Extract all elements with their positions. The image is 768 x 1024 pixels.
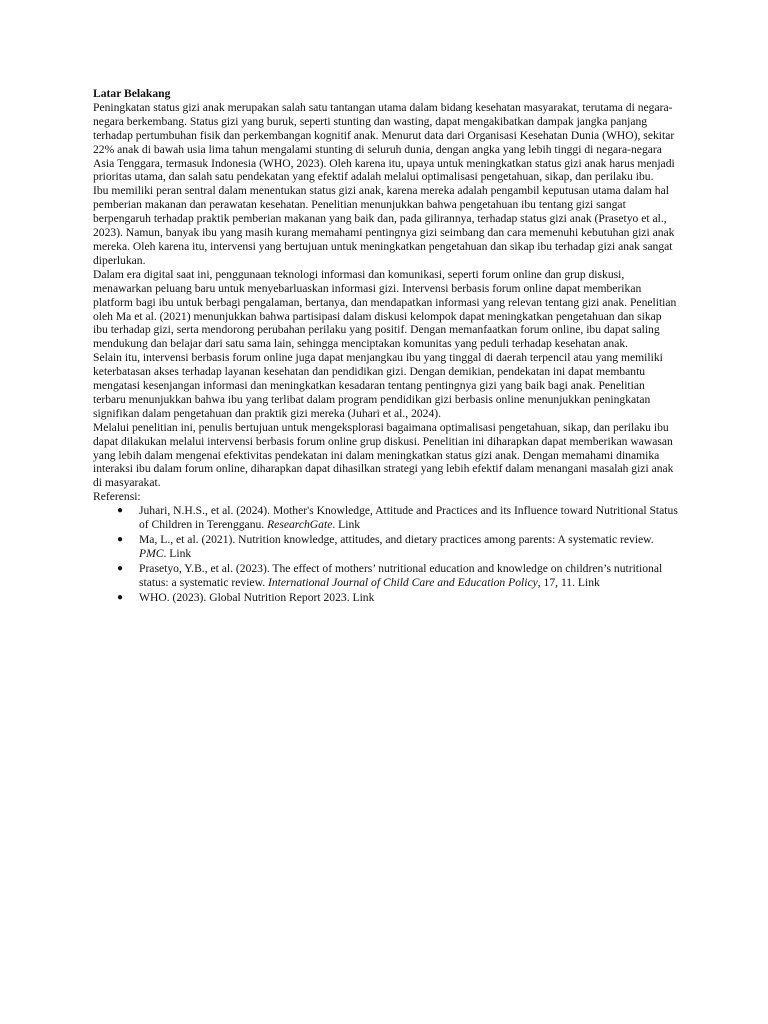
bullet-icon: ● bbox=[117, 591, 124, 603]
reference-item-1 bbox=[93, 504, 678, 532]
bullet-icon: ● bbox=[117, 505, 124, 517]
reference-text: Juhari, N.H.S., et al. (2024). Mother's Knowledge, Attitude and Practices and its Influence toward Nutritional Status of Children in Terengganu. bbox=[139, 504, 678, 532]
paragraph-3: Dalam era digital saat ini, penggunaan teknologi informasi dan komunikasi, seperti forum online dan grup diskusi, menawarkan peluang baru untuk menyebarluaskan informasi gizi. Intervensi berbasis forum online dapat memberikan platform bagi ibu untuk berbagi pengalaman, bertanya, dan mendapatkan informasi yang relevan tentang gizi anak. Penelitian oleh Ma et al. (2021) menunjukkan bahwa partisipasi dalam diskusi kelompok dapat meningkatkan pengetahuan dan sikap ibu terhadap gizi, serta mendorong perubahan perilaku yang positif. Dengan memanfaatkan forum online, ibu dapat saling mendukung dan belajar dari satu sama lain, sehingga menciptakan komunitas yang peduli terhadap kesehatan anak. bbox=[93, 267, 677, 351]
paragraph-1: Peningkatan status gizi anak merupakan salah satu tantangan utama dalam bidang kesehatan masyarakat, terutama di negara-negara berkembang. Status gizi yang buruk, seperti stunting dan wasting, dapat mengakibatkan dampak jangka panjang terhadap pertumbuhan fisik dan perkembangan kognitif anak. Menurut data dari Organisasi Kesehatan Dunia (WHO), sekitar 22% anak di bawah usia lima tahun mengalami stunting di seluruh dunia, dengan angka yang lebih tinggi di negara-negara Asia Tenggara, termasuk Indonesia (WHO, 2023). Oleh karena itu, upaya untuk meningkatkan status gizi anak harus menjadi prioritas utama, dan salah satu pendekatan yang efektif adalah melalui optimalisasi pengetahuan, sikap, dan perilaku ibu. bbox=[93, 100, 675, 184]
bullet-icon: ● bbox=[117, 562, 124, 574]
reference-suffix: . Link bbox=[332, 518, 361, 532]
reference-text: Prasetyo, Y.B., et al. (2023). The effect of mothers’ nutritional education and knowledge on children’s nutritional status: a systematic review. bbox=[139, 561, 663, 589]
paragraph-2: Ibu memiliki peran sentral dalam menentukan status gizi anak, karena mereka adalah pengambil keputusan utama dalam hal pemberian makanan dan perawatan kesehatan. Penelitian menunjukkan bahwa pengetahuan ibu tentang gizi sangat berpengaruh terhadap praktik pemberian makanan yang baik dan, pada gilirannya, terhadap status gizi anak (Prasetyo et al., 2023). Namun, banyak ibu yang masih kurang memahami pentingnya gizi seimbang dan cara memenuhi kebutuhan gizi anak mereka. Oleh karena itu, intervensi yang bertujuan untuk meningkatkan pengetahuan dan sikap ibu terhadap gizi anak sangat diperlukan. bbox=[93, 184, 675, 267]
reference-source: PMC bbox=[139, 546, 164, 560]
document-page bbox=[93, 87, 678, 606]
reference-item-4 bbox=[93, 591, 678, 605]
paragraph-5: Melalui penelitian ini, penulis bertujuan untuk mengeksplorasi bagaimana optimalisasi pengetahuan, sikap, dan perilaku ibu dapat dilakukan melalui intervensi berbasis forum online grup diskusi. Penelitian ini diharapkan dapat memberikan wawasan yang lebih dalam mengenai efektivitas pendekatan ini dalam meningkatkan status gizi anak. Dengan memahami dinamika interaksi ibu dalam forum online, diharapkan dapat dihasilkan strategi yang lebih efektif dalam menangani masalah gizi anak di masyarakat. bbox=[93, 420, 674, 490]
reference-item-2 bbox=[93, 533, 678, 561]
references-label: Referensi: bbox=[93, 490, 141, 504]
references-list bbox=[93, 504, 678, 604]
reference-item-3 bbox=[93, 562, 678, 590]
section-heading: Latar Belakang bbox=[93, 87, 171, 100]
reference-source: ResearchGate bbox=[267, 518, 333, 532]
paragraph-4: Selain itu, intervensi berbasis forum online juga dapat menjangkau ibu yang tinggal di daerah terpencil atau yang memiliki keterbatasan akses terhadap layanan kesehatan dan pendidikan gizi. Dengan demikian, pendekatan ini dapat membantu mengatasi kesenjangan informasi dan meningkatkan kesadaran tentang pentingnya gizi yang baik bagi anak. Penelitian terbaru menunjukkan bahwa ibu yang terlibat dalam program pendidikan gizi berbasis online menunjukkan peningkatan signifikan dalam pengetahuan dan praktik gizi mereka (Juhari et al., 2024). bbox=[93, 351, 663, 420]
reference-text: Ma, L., et al. (2021). Nutrition knowledge, attitudes, and dietary practices among parents: A systematic review. bbox=[139, 533, 654, 546]
reference-suffix: . Link bbox=[163, 546, 192, 560]
reference-suffix: , 17, 11. Link bbox=[537, 575, 600, 589]
reference-text: WHO. (2023). Global Nutrition Report 2023. Link bbox=[139, 590, 375, 604]
bullet-icon: ● bbox=[117, 534, 124, 545]
reference-source: International Journal of Child Care and Education Policy bbox=[268, 575, 538, 589]
